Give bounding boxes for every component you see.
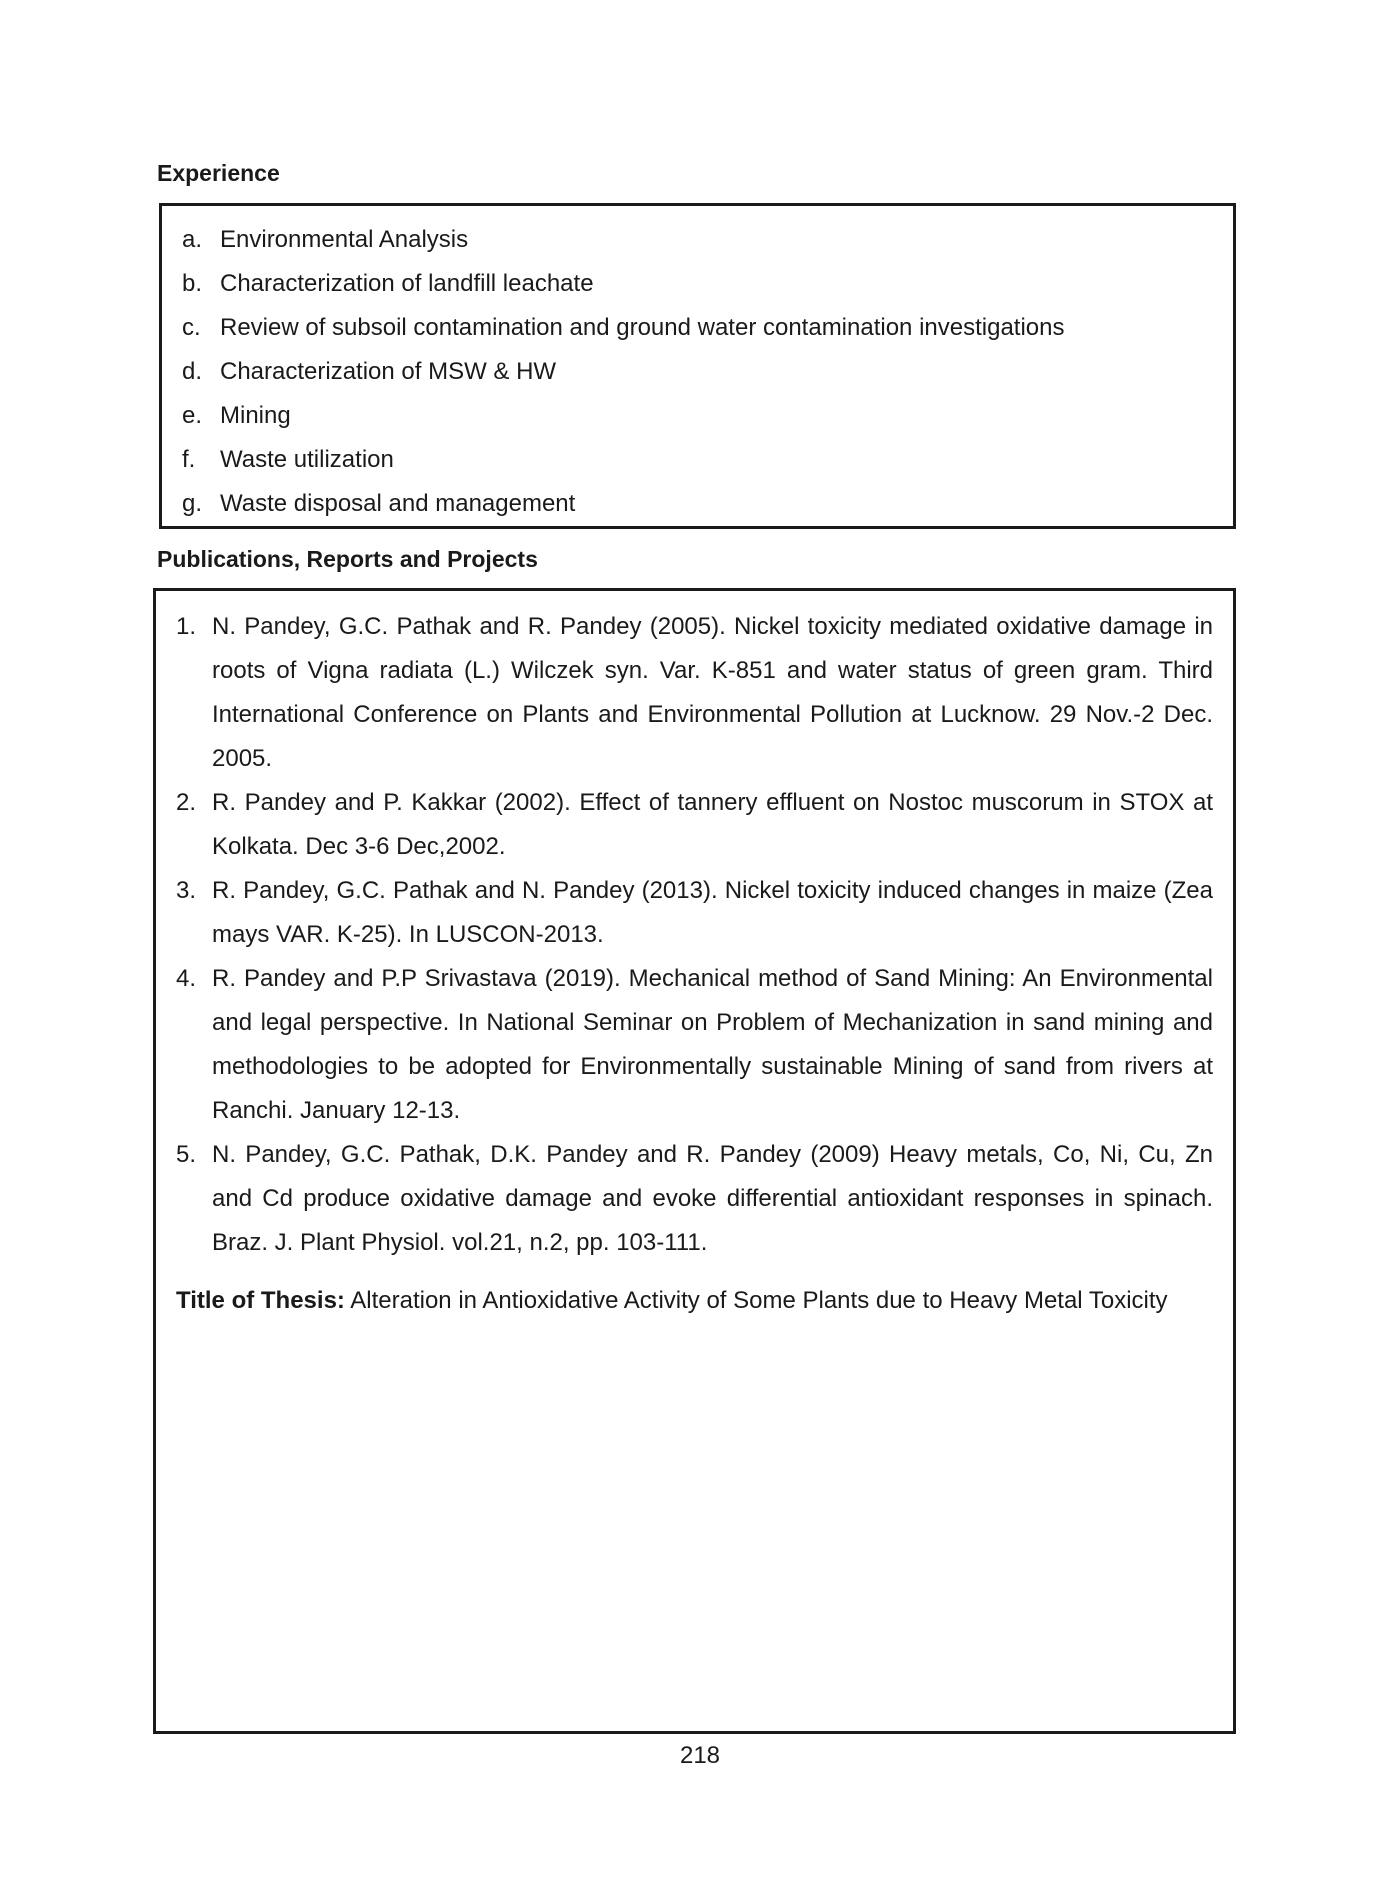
publications-box: [153, 588, 1236, 1734]
experience-item: [182, 482, 1213, 526]
experience-item: [182, 350, 1213, 394]
experience-item-text: Review of subsoil contamination and ground water contamination investigations: [220, 314, 1065, 341]
publications-list: [176, 605, 1213, 1265]
thesis-title-text: Alteration in Antioxidative Activity of Some Plants due to Heavy Metal Toxicity: [350, 1287, 1168, 1314]
experience-item: [182, 394, 1213, 438]
publication-item: [176, 869, 1213, 957]
publication-item: [176, 1133, 1213, 1265]
list-marker: 4.: [176, 965, 197, 992]
experience-item-text: Characterization of landfill leachate: [220, 270, 594, 297]
experience-item-text: Characterization of MSW & HW: [220, 358, 557, 385]
experience-item-text: Waste utilization: [220, 446, 394, 473]
experience-list: [182, 218, 1213, 526]
publication-text: R. Pandey, G.C. Pathak and N. Pandey (2013). Nickel toxicity induced changes in maize (Zea mays VAR. K-25). In LUSCON-2013.: [212, 877, 1213, 948]
publication-item: [176, 781, 1213, 869]
publication-item: [176, 605, 1213, 781]
publications-heading: Publications, Reports and Projects: [157, 546, 538, 572]
experience-box: [159, 203, 1236, 529]
experience-item-text: Mining: [220, 402, 291, 429]
list-marker: c.: [182, 314, 201, 341]
list-marker: 3.: [176, 877, 197, 904]
experience-heading: Experience: [157, 160, 280, 186]
thesis-title: [176, 1279, 1213, 1323]
list-marker: b.: [182, 270, 203, 297]
page-number: 218: [679, 1742, 721, 1769]
list-marker: 5.: [176, 1141, 197, 1168]
list-marker: g.: [182, 490, 203, 517]
publication-text: N. Pandey, G.C. Pathak, D.K. Pandey and R. Pandey (2009) Heavy metals, Co, Ni, Cu, Zn and Cd produce oxidative damage and evoke differential antioxidant responses in spinach. Braz. J. Plant Physiol. vol.21, n.2, pp. 103-111.: [212, 1141, 1213, 1256]
list-marker: e.: [182, 402, 203, 429]
publication-text: R. Pandey and P.P Srivastava (2019). Mechanical method of Sand Mining: An Environmental and legal perspective. In National Seminar on Problem of Mechanization in sand mining and methodologies to be adopted for Environmentally sustainable Mining of sand from rivers at Ranchi. January 12-13.: [212, 965, 1213, 1124]
experience-item-text: Environmental Analysis: [220, 226, 469, 253]
publication-text: N. Pandey, G.C. Pathak and R. Pandey (2005). Nickel toxicity mediated oxidative damage in roots of Vigna radiata (L.) Wilczek syn. Var. K-851 and water status of green gram. Third International Conference on Plants and Environmental Pollution at Lucknow. 29 Nov.-2 Dec. 2005.: [212, 613, 1213, 772]
list-marker: 1.: [176, 613, 197, 640]
experience-item: [182, 306, 1213, 350]
list-marker: a.: [182, 226, 203, 253]
publication-text: R. Pandey and P. Kakkar (2002). Effect of tannery effluent on Nostoc muscorum in STOX at Kolkata. Dec 3-6 Dec,2002.: [212, 789, 1213, 860]
experience-item: [182, 438, 1213, 482]
list-marker: d.: [182, 358, 203, 385]
experience-item: [182, 262, 1213, 306]
experience-item-text: Waste disposal and management: [220, 490, 576, 517]
list-marker: f.: [182, 446, 196, 473]
thesis-label: Title of Thesis:: [176, 1287, 345, 1314]
list-marker: 2.: [176, 789, 197, 816]
publication-item: [176, 957, 1213, 1133]
experience-item: [182, 218, 1213, 262]
